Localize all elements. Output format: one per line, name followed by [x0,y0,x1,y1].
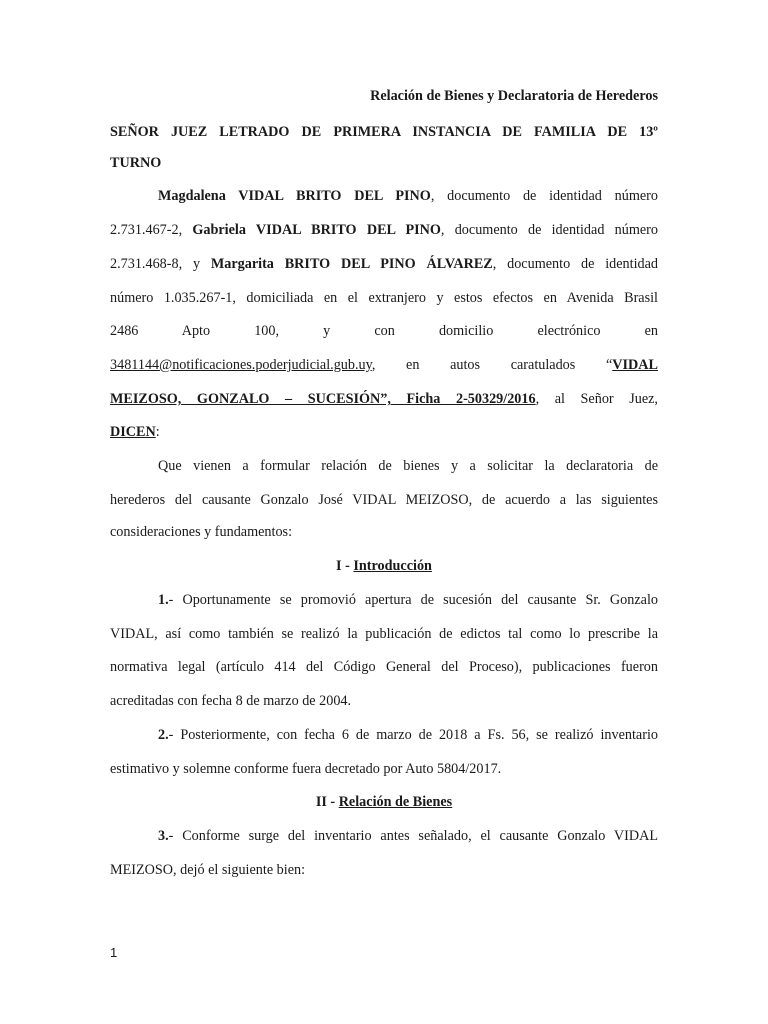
section-title: Introducción [353,558,432,574]
item-text: - Posteriormente, con fecha 6 de marzo de 2018 a Fs. 56, se realizó inventario [168,727,658,743]
addressee-text-2: TURNO [110,155,162,171]
intro-line-7 [110,389,658,409]
section-heading-introduccion [110,556,658,576]
dicen-keyword: DICEN [110,424,156,440]
item-text: - Conforme surge del inventario antes señalado, el causante Gonzalo VIDAL [168,828,658,844]
item-1-line-1 [158,590,658,610]
heir-name-3: Margarita BRITO DEL PINO ÁLVAREZ [210,256,493,272]
page-number: 1 [110,945,118,960]
item-text: - Oportunamente se promovió apertura de sucesión del causante Sr. Gonzalo [168,592,658,608]
item-text: acreditadas con fecha 8 de marzo de 2004. [110,693,352,709]
intro-line-3 [110,254,658,274]
intro-line-1 [158,186,658,206]
purpose-text: herederos del causante Gonzalo José VIDAL MEIZOSO, de acuerdo a las siguientes [110,492,658,508]
item-number: 2. [158,727,169,743]
intro-text: número 1.035.267-1, domiciliada en el extranjero y estos efectos en Avenida Brasil [110,290,658,306]
section-number: II - [315,794,339,810]
intro-text: 2486 Apto 100, y con domicilio electrónico en [110,323,658,339]
item-1-line-2 [110,624,658,644]
item-text: VIDAL, así como también se realizó la publicación de edictos tal como lo prescribe la [110,626,658,642]
case-caption: MEIZOSO, GONZALO – SUCESIÓN”, Ficha 2-50329/2016 [110,391,536,407]
heir-name-2: Gabriela VIDAL BRITO DEL PINO [192,222,441,238]
intro-text: 2.731.467-2, [110,222,193,238]
intro-text: , en autos caratulados “ [371,357,613,373]
item-1-line-3 [110,657,658,677]
case-caption: VIDAL [612,357,658,373]
item-number: 1. [158,592,169,608]
item-1-line-4 [110,691,658,711]
item-text: MEIZOSO, dejó el siguiente bien: [110,862,306,878]
item-number: 3. [158,828,169,844]
item-text: estimativo y solemne conforme fuera decretado por Auto 5804/2017. [110,761,502,777]
section-title: Relación de Bienes [338,794,453,810]
intro-text: , documento de identidad número [430,188,658,204]
intro-text: : [155,424,160,440]
intro-line-6 [110,355,658,375]
purpose-line-1 [158,456,658,476]
addressee-line-1 [110,122,658,142]
intro-line-4 [110,288,658,308]
addressee-line-2 [110,153,658,173]
intro-text: 2.731.468-8, y [110,256,211,272]
document-title [110,86,658,106]
purpose-text: consideraciones y fundamentos: [110,524,293,540]
intro-text: , al Señor Juez, [535,391,658,407]
purpose-line-2 [110,490,658,510]
item-2-line-2 [110,759,658,779]
item-3-line-2 [110,860,658,880]
electronic-address-link[interactable]: 3481144@notificaciones.poderjudicial.gub.uy [110,357,372,373]
heir-name-1: Magdalena VIDAL BRITO DEL PINO [158,188,431,204]
intro-line-5 [110,321,658,341]
item-2-line-1 [158,725,658,745]
item-3-line-1 [158,826,658,846]
document-title-text: Relación de Bienes y Declaratoria de Herederos [370,88,658,104]
item-text: normativa legal (artículo 414 del Código General del Proceso), publicaciones fueron [110,659,658,675]
intro-text: , documento de identidad [492,256,658,272]
intro-line-8 [110,422,658,442]
addressee-text-1: SEÑOR JUEZ LETRADO DE PRIMERA INSTANCIA DE FAMILIA DE 13º [110,124,658,140]
purpose-line-3 [110,522,658,542]
purpose-text: Que vienen a formular relación de bienes y a solicitar la declaratoria de [158,458,658,474]
intro-line-2 [110,220,658,240]
section-number: I - [336,558,354,574]
intro-text: , documento de identidad número [440,222,658,238]
section-heading-relacion-de-bienes [110,792,658,812]
